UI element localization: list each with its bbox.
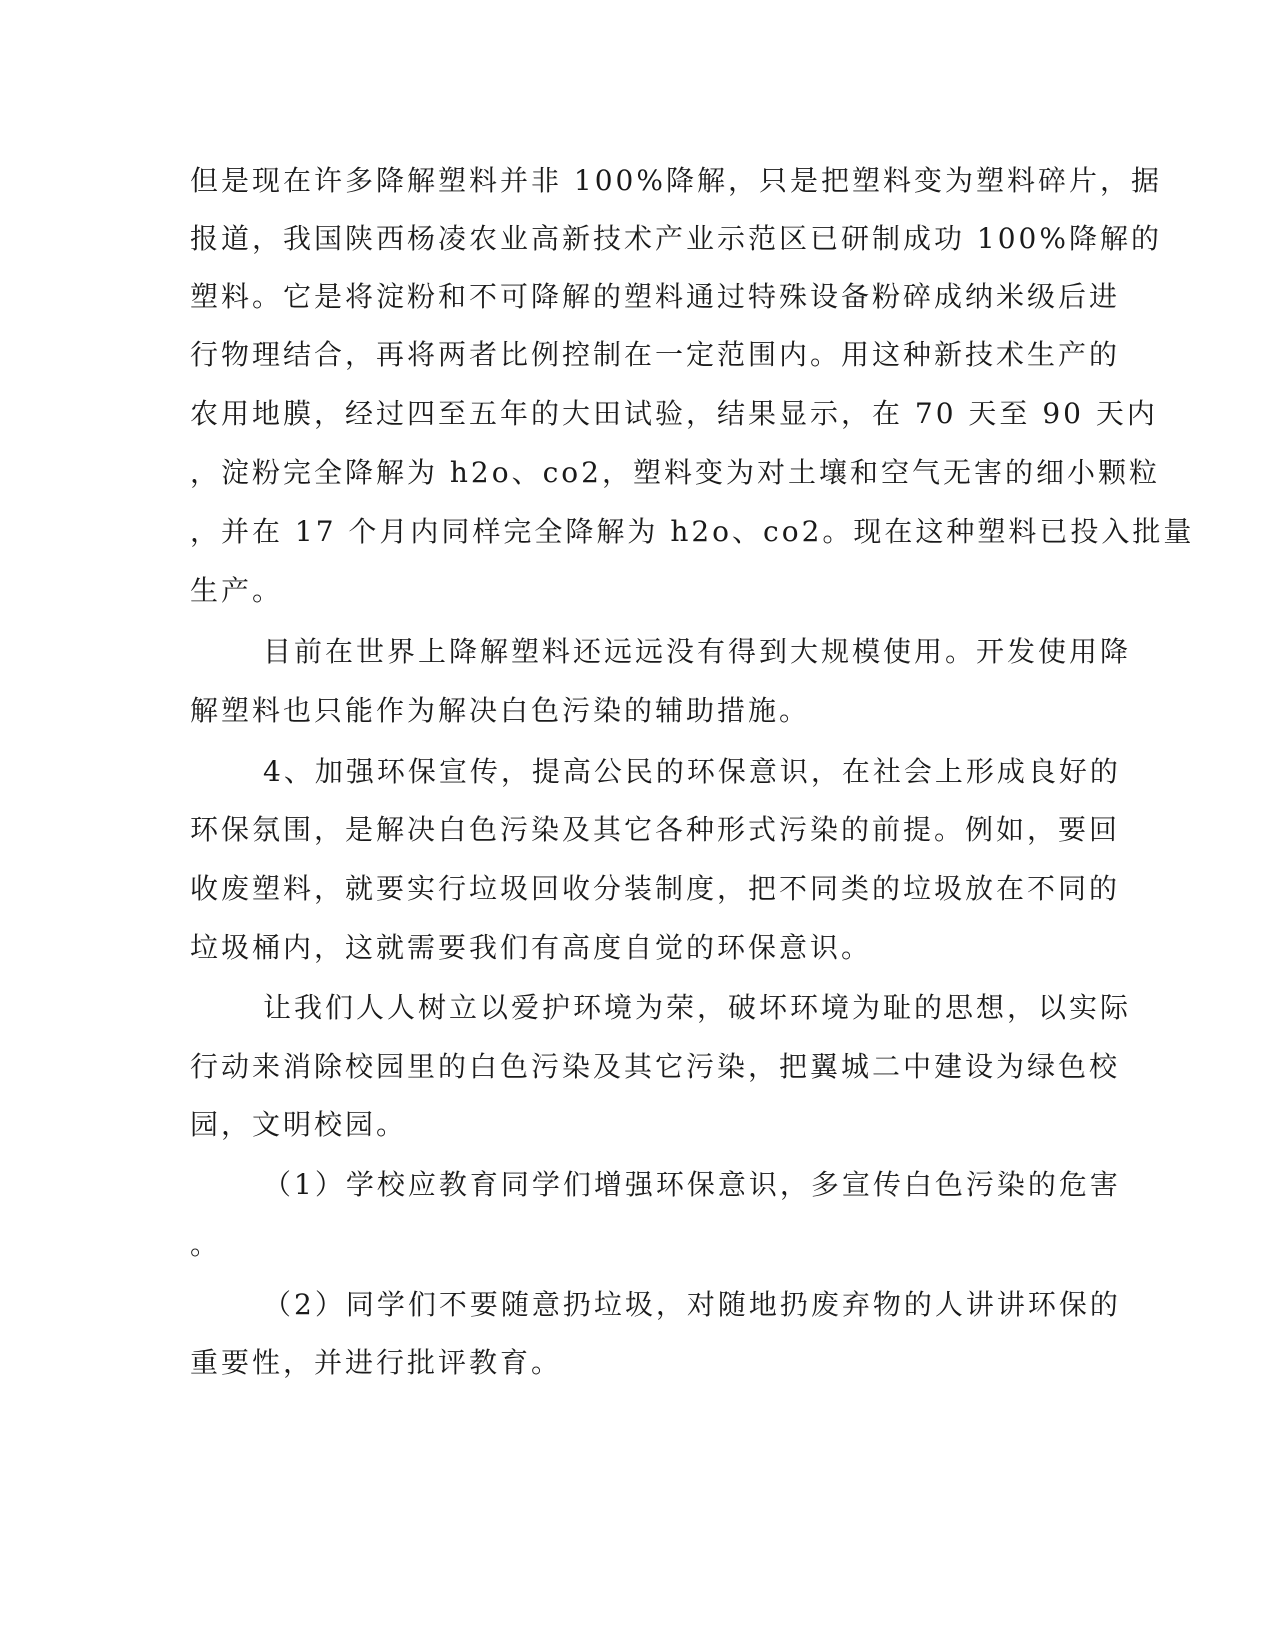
paragraph-line: 报道，我国陕西杨凌农业高新技术产业示范区已研制成功 100%降解的: [190, 222, 1162, 255]
paragraph-line: 农用地膜，经过四至五年的大田试验，结果显示，在 70 天至 90 天内: [190, 397, 1158, 430]
paragraph-line: （2）同学们不要随意扔垃圾，对随地扔废弃物的人讲讲环保的: [263, 1288, 1121, 1321]
paragraph-line: ，淀粉完全降解为 h2o、co2，塑料变为对土壤和空气无害的细小颗粒: [190, 456, 1160, 489]
paragraph-line: （1）学校应教育同学们增强环保意识，多宣传白色污染的危害: [263, 1168, 1121, 1201]
paragraph-line: 但是现在许多降解塑料并非 100%降解，只是把塑料变为塑料碎片，据: [190, 164, 1162, 197]
paragraph-line: 行物理结合，再将两者比例控制在一定范围内。用这种新技术生产的: [190, 338, 1121, 371]
paragraph-line: 环保氛围，是解决白色污染及其它各种形式污染的前提。例如，要回: [190, 813, 1121, 846]
paragraph-line: 园，文明校园。: [190, 1108, 408, 1141]
paragraph-line: 让我们人人树立以爱护环境为荣，破坏环境为耻的思想，以实际: [263, 991, 1132, 1024]
paragraph-line: 4、加强环保宣传，提高公民的环保意识，在社会上形成良好的: [263, 755, 1121, 788]
paragraph-line: 收废塑料，就要实行垃圾回收分装制度，把不同类的垃圾放在不同的: [190, 872, 1121, 905]
paragraph-line: ，并在 17 个月内同样完全降解为 h2o、co2。现在这种塑料已投入批量: [190, 515, 1195, 548]
paragraph-line: 重要性，并进行批评教育。: [190, 1346, 563, 1379]
paragraph-line: 垃圾桶内，这就需要我们有高度自觉的环保意识。: [190, 931, 873, 964]
paragraph-line: 生产。: [190, 574, 284, 607]
paragraph-line: 解塑料也只能作为解决白色污染的辅助措施。: [190, 694, 811, 727]
paragraph-line: 行动来消除校园里的白色污染及其它污染，把翼城二中建设为绿色校: [190, 1050, 1121, 1083]
paragraph-line: 塑料。它是将淀粉和不可降解的塑料通过特殊设备粉碎成纳米级后进: [190, 280, 1121, 313]
paragraph-line: 目前在世界上降解塑料还远远没有得到大规模使用。开发使用降: [263, 635, 1132, 668]
paragraph-line: 。: [190, 1228, 222, 1261]
